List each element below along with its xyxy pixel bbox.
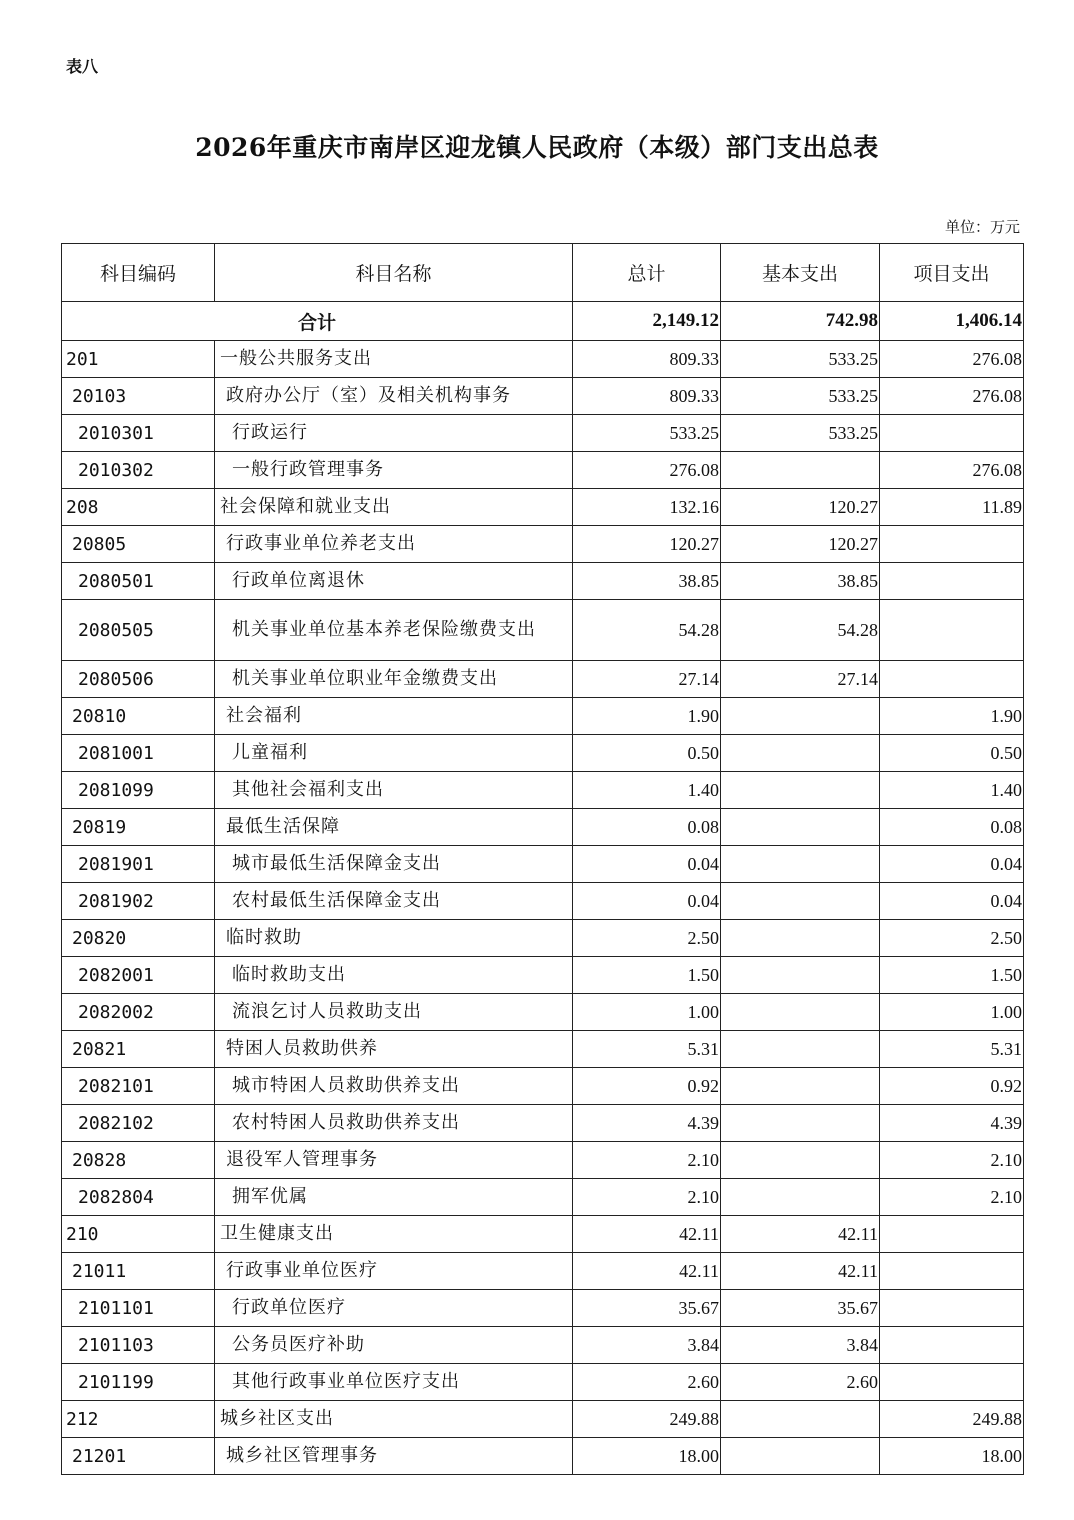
row-basic bbox=[721, 920, 880, 957]
row-name: 卫生健康支出 bbox=[215, 1216, 573, 1253]
row-project bbox=[880, 1290, 1024, 1327]
table-row bbox=[62, 378, 1024, 415]
row-name: 最低生活保障 bbox=[215, 809, 573, 846]
row-name: 公务员医疗补助 bbox=[215, 1327, 573, 1364]
row-basic bbox=[721, 1401, 880, 1438]
row-total: 38.85 bbox=[573, 563, 721, 600]
row-code: 20820 bbox=[62, 920, 215, 957]
row-project: 0.08 bbox=[880, 809, 1024, 846]
table-row bbox=[62, 1105, 1024, 1142]
column-header-basic: 基本支出 bbox=[721, 244, 880, 302]
table-row bbox=[62, 698, 1024, 735]
row-basic: 35.67 bbox=[721, 1290, 880, 1327]
table-row bbox=[62, 1142, 1024, 1179]
page-title: 2026年重庆市南岸区迎龙镇人民政府（本级）部门支出总表 bbox=[195, 133, 879, 162]
row-total: 0.04 bbox=[573, 846, 721, 883]
row-total: 1.40 bbox=[573, 772, 721, 809]
row-total: 5.31 bbox=[573, 1031, 721, 1068]
table-row bbox=[62, 809, 1024, 846]
row-total: 35.67 bbox=[573, 1290, 721, 1327]
row-project: 1.50 bbox=[880, 957, 1024, 994]
row-basic: 42.11 bbox=[721, 1216, 880, 1253]
row-name: 机关事业单位职业年金缴费支出 bbox=[215, 661, 573, 698]
table-row bbox=[62, 772, 1024, 809]
row-code: 2010302 bbox=[62, 452, 215, 489]
row-code: 2082101 bbox=[62, 1068, 215, 1105]
row-name: 一般行政管理事务 bbox=[215, 452, 573, 489]
row-name: 城市最低生活保障金支出 bbox=[215, 846, 573, 883]
row-total: 1.90 bbox=[573, 698, 721, 735]
row-project bbox=[880, 563, 1024, 600]
row-code: 2081902 bbox=[62, 883, 215, 920]
row-total: 0.92 bbox=[573, 1068, 721, 1105]
row-code: 2080506 bbox=[62, 661, 215, 698]
total-project: 1,406.14 bbox=[880, 302, 1024, 341]
row-total: 120.27 bbox=[573, 526, 721, 563]
row-project bbox=[880, 1364, 1024, 1401]
row-total: 2.10 bbox=[573, 1179, 721, 1216]
table-row bbox=[62, 661, 1024, 698]
row-code: 20810 bbox=[62, 698, 215, 735]
row-name: 社会保障和就业支出 bbox=[215, 489, 573, 526]
row-name: 城乡社区支出 bbox=[215, 1401, 573, 1438]
row-project: 2.50 bbox=[880, 920, 1024, 957]
row-name: 其他行政事业单位医疗支出 bbox=[215, 1364, 573, 1401]
table-row bbox=[62, 1327, 1024, 1364]
row-total: 54.28 bbox=[573, 600, 721, 661]
row-project: 0.92 bbox=[880, 1068, 1024, 1105]
row-basic bbox=[721, 698, 880, 735]
row-name: 行政单位医疗 bbox=[215, 1290, 573, 1327]
row-code: 2101101 bbox=[62, 1290, 215, 1327]
row-name: 机关事业单位基本养老保险缴费支出 bbox=[215, 600, 573, 661]
row-total: 2.50 bbox=[573, 920, 721, 957]
row-project: 2.10 bbox=[880, 1179, 1024, 1216]
row-name: 临时救助支出 bbox=[215, 957, 573, 994]
column-header-code: 科目编码 bbox=[62, 244, 215, 302]
row-basic bbox=[721, 809, 880, 846]
table-label: 表八 bbox=[66, 57, 99, 76]
row-total: 533.25 bbox=[573, 415, 721, 452]
table-row bbox=[62, 415, 1024, 452]
row-total: 249.88 bbox=[573, 1401, 721, 1438]
row-code: 20819 bbox=[62, 809, 215, 846]
row-code: 21011 bbox=[62, 1253, 215, 1290]
row-project: 1.90 bbox=[880, 698, 1024, 735]
row-project: 2.10 bbox=[880, 1142, 1024, 1179]
table-row bbox=[62, 341, 1024, 378]
row-project: 4.39 bbox=[880, 1105, 1024, 1142]
table-row bbox=[62, 994, 1024, 1031]
total-row bbox=[62, 302, 1024, 341]
row-basic bbox=[721, 772, 880, 809]
table-row bbox=[62, 526, 1024, 563]
row-total: 4.39 bbox=[573, 1105, 721, 1142]
row-code: 21201 bbox=[62, 1438, 215, 1475]
row-total: 809.33 bbox=[573, 378, 721, 415]
row-total: 0.08 bbox=[573, 809, 721, 846]
row-total: 42.11 bbox=[573, 1216, 721, 1253]
row-basic: 120.27 bbox=[721, 489, 880, 526]
table-row bbox=[62, 1364, 1024, 1401]
row-total: 132.16 bbox=[573, 489, 721, 526]
row-project bbox=[880, 1216, 1024, 1253]
row-project bbox=[880, 526, 1024, 563]
row-total: 2.10 bbox=[573, 1142, 721, 1179]
table-row bbox=[62, 883, 1024, 920]
row-name: 其他社会福利支出 bbox=[215, 772, 573, 809]
row-basic bbox=[721, 957, 880, 994]
row-project bbox=[880, 415, 1024, 452]
table-row bbox=[62, 563, 1024, 600]
row-code: 20805 bbox=[62, 526, 215, 563]
row-basic bbox=[721, 1179, 880, 1216]
row-code: 2082001 bbox=[62, 957, 215, 994]
table-row bbox=[62, 1031, 1024, 1068]
row-basic: 533.25 bbox=[721, 378, 880, 415]
row-basic bbox=[721, 883, 880, 920]
unit-note: 单位：万元 bbox=[944, 218, 1020, 236]
table-row bbox=[62, 735, 1024, 772]
row-total: 3.84 bbox=[573, 1327, 721, 1364]
row-total: 42.11 bbox=[573, 1253, 721, 1290]
row-name: 行政单位离退休 bbox=[215, 563, 573, 600]
row-basic: 533.25 bbox=[721, 415, 880, 452]
row-total: 1.50 bbox=[573, 957, 721, 994]
row-code: 2081001 bbox=[62, 735, 215, 772]
row-code: 201 bbox=[62, 341, 215, 378]
table-row bbox=[62, 600, 1024, 661]
row-basic bbox=[721, 1105, 880, 1142]
row-basic bbox=[721, 452, 880, 489]
row-project: 5.31 bbox=[880, 1031, 1024, 1068]
column-header-name: 科目名称 bbox=[215, 244, 573, 302]
row-code: 2101199 bbox=[62, 1364, 215, 1401]
row-name: 农村特困人员救助供养支出 bbox=[215, 1105, 573, 1142]
row-name: 特困人员救助供养 bbox=[215, 1031, 573, 1068]
row-basic: 38.85 bbox=[721, 563, 880, 600]
row-basic: 3.84 bbox=[721, 1327, 880, 1364]
row-basic: 42.11 bbox=[721, 1253, 880, 1290]
table-row bbox=[62, 920, 1024, 957]
row-project: 0.04 bbox=[880, 883, 1024, 920]
row-name: 拥军优属 bbox=[215, 1179, 573, 1216]
row-code: 2082002 bbox=[62, 994, 215, 1031]
row-code: 212 bbox=[62, 1401, 215, 1438]
table-row bbox=[62, 1179, 1024, 1216]
row-project: 276.08 bbox=[880, 341, 1024, 378]
table-row bbox=[62, 1401, 1024, 1438]
row-total: 1.00 bbox=[573, 994, 721, 1031]
total-basic: 742.98 bbox=[721, 302, 880, 341]
row-basic: 27.14 bbox=[721, 661, 880, 698]
row-basic bbox=[721, 994, 880, 1031]
row-name: 行政运行 bbox=[215, 415, 573, 452]
row-name: 儿童福利 bbox=[215, 735, 573, 772]
row-code: 210 bbox=[62, 1216, 215, 1253]
row-basic: 120.27 bbox=[721, 526, 880, 563]
table-row bbox=[62, 846, 1024, 883]
row-project: 276.08 bbox=[880, 378, 1024, 415]
table-row bbox=[62, 1216, 1024, 1253]
row-code: 2080501 bbox=[62, 563, 215, 600]
row-basic bbox=[721, 846, 880, 883]
row-total: 27.14 bbox=[573, 661, 721, 698]
row-project: 249.88 bbox=[880, 1401, 1024, 1438]
row-name: 政府办公厅（室）及相关机构事务 bbox=[215, 378, 573, 415]
row-project bbox=[880, 1327, 1024, 1364]
row-basic bbox=[721, 1438, 880, 1475]
row-basic bbox=[721, 1068, 880, 1105]
row-name: 城乡社区管理事务 bbox=[215, 1438, 573, 1475]
row-name: 退役军人管理事务 bbox=[215, 1142, 573, 1179]
table-row bbox=[62, 1253, 1024, 1290]
row-project: 276.08 bbox=[880, 452, 1024, 489]
row-basic bbox=[721, 1142, 880, 1179]
row-name: 行政事业单位医疗 bbox=[215, 1253, 573, 1290]
row-project bbox=[880, 1253, 1024, 1290]
row-name: 农村最低生活保障金支出 bbox=[215, 883, 573, 920]
row-name: 行政事业单位养老支出 bbox=[215, 526, 573, 563]
row-basic: 2.60 bbox=[721, 1364, 880, 1401]
row-name: 城市特困人员救助供养支出 bbox=[215, 1068, 573, 1105]
row-basic: 54.28 bbox=[721, 600, 880, 661]
row-project bbox=[880, 661, 1024, 698]
row-total: 809.33 bbox=[573, 341, 721, 378]
row-code: 2081099 bbox=[62, 772, 215, 809]
column-header-total: 总计 bbox=[573, 244, 721, 302]
row-code: 20103 bbox=[62, 378, 215, 415]
header-row bbox=[62, 244, 1024, 302]
row-project: 11.89 bbox=[880, 489, 1024, 526]
row-name: 流浪乞讨人员救助支出 bbox=[215, 994, 573, 1031]
row-total: 18.00 bbox=[573, 1438, 721, 1475]
row-name: 社会福利 bbox=[215, 698, 573, 735]
row-code: 2082804 bbox=[62, 1179, 215, 1216]
row-code: 2082102 bbox=[62, 1105, 215, 1142]
expense-table bbox=[61, 243, 1024, 1475]
row-name: 临时救助 bbox=[215, 920, 573, 957]
row-code: 208 bbox=[62, 489, 215, 526]
row-project: 0.04 bbox=[880, 846, 1024, 883]
row-code: 2080505 bbox=[62, 600, 215, 661]
total-sum: 2,149.12 bbox=[573, 302, 721, 341]
table-row bbox=[62, 1438, 1024, 1475]
table-row bbox=[62, 452, 1024, 489]
row-total: 276.08 bbox=[573, 452, 721, 489]
row-basic bbox=[721, 1031, 880, 1068]
row-total: 0.50 bbox=[573, 735, 721, 772]
row-project: 1.00 bbox=[880, 994, 1024, 1031]
table-row bbox=[62, 489, 1024, 526]
row-project: 18.00 bbox=[880, 1438, 1024, 1475]
row-code: 2081901 bbox=[62, 846, 215, 883]
table-row bbox=[62, 1290, 1024, 1327]
row-code: 2101103 bbox=[62, 1327, 215, 1364]
row-project: 1.40 bbox=[880, 772, 1024, 809]
table-row bbox=[62, 957, 1024, 994]
row-total: 0.04 bbox=[573, 883, 721, 920]
row-basic bbox=[721, 735, 880, 772]
total-label: 合计 bbox=[62, 302, 573, 341]
row-project: 0.50 bbox=[880, 735, 1024, 772]
table-row bbox=[62, 1068, 1024, 1105]
row-basic: 533.25 bbox=[721, 341, 880, 378]
row-code: 20828 bbox=[62, 1142, 215, 1179]
row-code: 20821 bbox=[62, 1031, 215, 1068]
row-code: 2010301 bbox=[62, 415, 215, 452]
row-name: 一般公共服务支出 bbox=[215, 341, 573, 378]
column-header-project: 项目支出 bbox=[880, 244, 1024, 302]
row-total: 2.60 bbox=[573, 1364, 721, 1401]
row-project bbox=[880, 600, 1024, 661]
